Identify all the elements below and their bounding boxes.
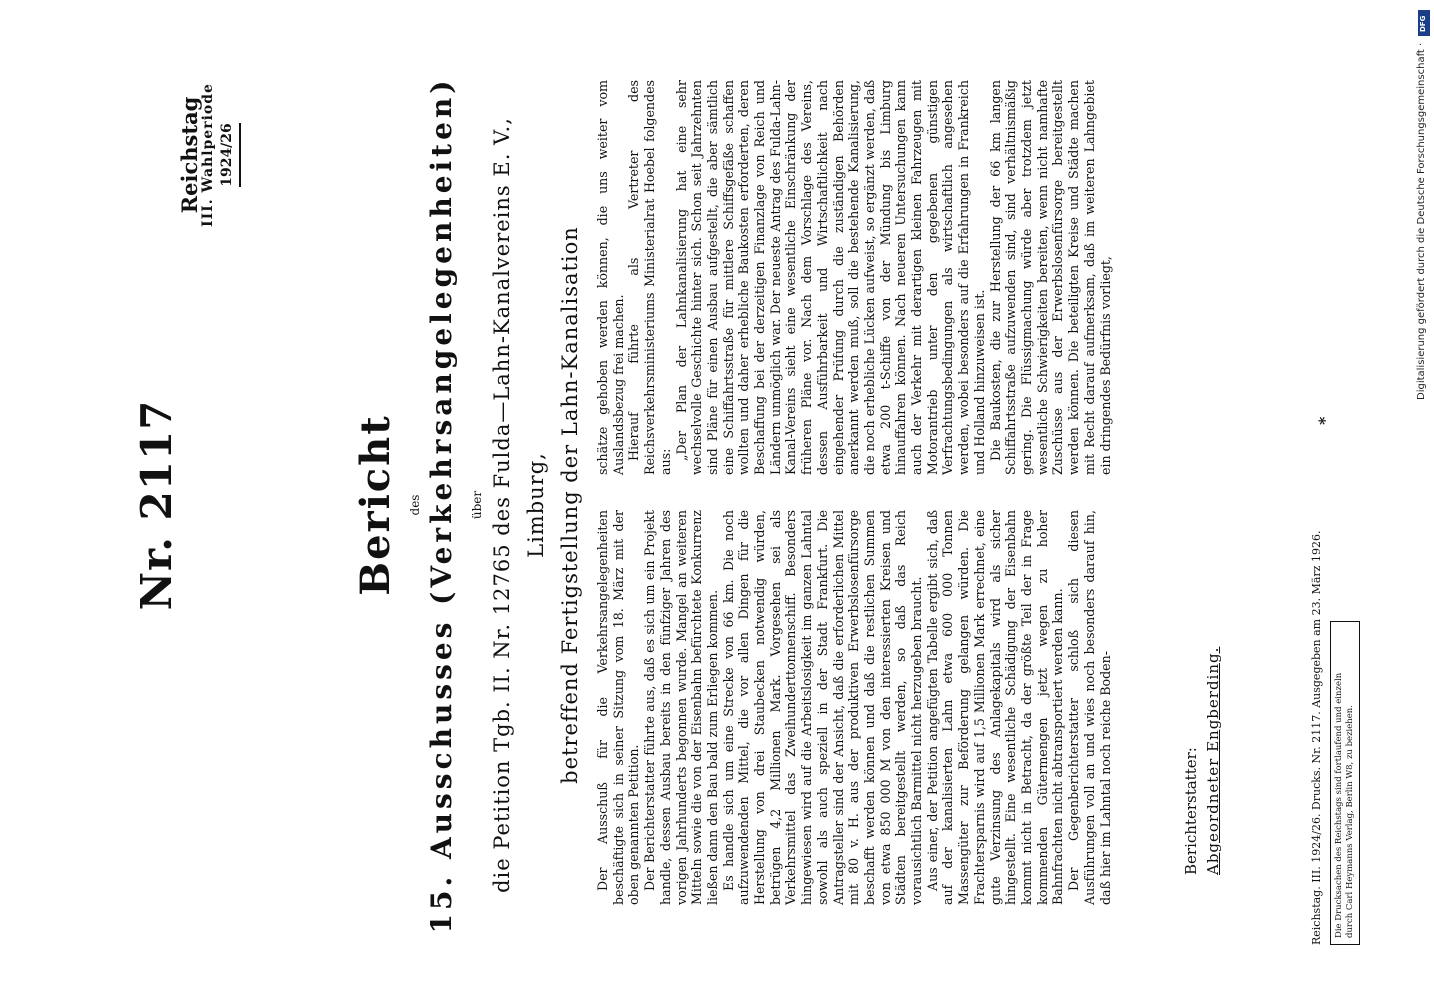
body-column-left xyxy=(595,510,1113,905)
digitization-note xyxy=(1414,10,1432,990)
body-paragraph: schätze gehoben werden können, die uns weiter vom Auslandsbezug frei machen. xyxy=(595,80,626,475)
petition-line-2: betreffend Fertigstellung der Lahn-Kanalisation xyxy=(558,226,582,784)
wahlperiode-label: III. Wahlperiode xyxy=(200,83,216,227)
period-block xyxy=(177,55,241,255)
print-footer-line: Reichstag. III. 1924/26. Drucks. Nr. 2117. Ausgegeben am 23. März 1926. xyxy=(1310,530,1323,945)
document-number: Nr. 2117 xyxy=(132,399,181,611)
reporter-block xyxy=(1180,647,1224,875)
title-des: des xyxy=(408,494,422,516)
digitization-note-text: Digitalisierung gefördert durch die Deutsche Forschungsgemeinschaft · xyxy=(1416,42,1427,400)
petition-line-1: die Petition Tgb. II. Nr. 12765 des Fulda—Lahn-Kanalvereins E. V., Limburg, xyxy=(490,117,548,893)
body-paragraph: Der Ausschuß für die Verkehrsangelegenheiten beschäftigte sich in seiner Sitzung vom 18. März mit der oben genannten Petition. xyxy=(595,510,642,905)
petition-subject xyxy=(485,65,587,945)
body-paragraph: Es handle sich um eine Strecke von 66 km. Die noch aufzuwendenden Mittel, die vor allen Dingen für die Herstellung von drei Staubecken notwendig würden, betrügen 4,2 Millionen Mark. Vorgesehen sei als Verkehrsmittel das Zweihunderttonnenschiff. Besonders hingewiesen wird auf die Arbeitslosigkeit im ganzen Lahntal sowohl als auch speziell in der Stadt Frankfurt. Die Antragsteller sind der Ansicht, daß die erforderlichen Mittel mit 80 v. H. aus der produktiven Erwerbslosenfürsorge beschafft werden können und daß die restlichen Summen von etwa 850 000 M von den interessierten Kreisen und Städten bereitgestellt werden, so daß das Reich vorausichtlich Barmittel nicht herzugeben braucht. xyxy=(720,510,925,905)
body-paragraph: Die Baukosten, die zur Herstellung der 66 km langen Schiffahrtsstraße aufzuwenden sind, sind verhältnismäßig gering. Die Flüssigmachung würde aber trotzdem jetzt wesentliche Schwierigkeiten bereiten, wenn nicht namhafte Zuschüsse aus der Erwerbslosenfürsorge bereitgestellt werden können. Die beteiligten Kreise und Städte machen mit Recht darauf aufmerksam, daß im weiteren Lahngebiet ein dringendes Bedürfnis vorliegt, xyxy=(987,80,1113,475)
title-ueber: über xyxy=(470,490,484,520)
reporter-label: Berichterstatter: xyxy=(1182,747,1200,875)
body-paragraph: Aus einer, der Petition angefügten Tabelle ergibt sich, daß auf der kanalisierten Lahn etwa 600 000 Tonnen Massengüter zur Beförderung gelangen würden. Die Frachtersparnis wird auf 1,5 Millionen Mark errechnet, eine gute Verzinsung des Anlagekapitals wird als sicher hingestellt. Eine wesentliche Schädigung der Eisenbahn kommt nicht in Betracht, da der größte Teil der in Frage kommenden Gütermengen jetzt wegen zu hoher Bahnfrachten nicht abtransportiert werden kann. xyxy=(924,510,1066,905)
committee-title: 15. Ausschusses (Verkehrsangelegenheiten) xyxy=(425,76,458,934)
publisher-notice-box xyxy=(1330,621,1360,945)
body-paragraph: „Der Plan der Lahnkanalisierung hat eine sehr wechselvolle Geschichte hinter sich. Schon seit Jahrzehnten sind Pläne für einen Ausbau aufgestellt, die aber sämtlich eine Schiffahrtsstraße für mittlere Schiffsgefäße schaffen wollten und daher erhebliche Baukosten erforderten, deren Beschaffung bei der derzeitigen Finanzlage von Reich und Ländern unmöglich war. Der neueste Antrag des Fulda-Lahn-Kanal-Vereins sieht eine wesentliche Einschränkung der früheren Pläne vor. Nach dem Vorschlage des Vereins, dessen Ausführbarkeit und Wirtschaftlichkeit nach eingehender Prüfung durch die zuständigen Behörden anerkannt werden muß, soll die bestehende Kanalisierung, die noch erhebliche Lücken aufweist, so ergänzt werden, daß etwa 200 t-Schiffe von der Mündung bis Limburg hinauffahren können. Nach neueren Untersuchungen kann auch der Verkehr mit derartigen kleinen Fahrzeugen mit Motorantrieb unter den gegebenen günstigen Verfrachtungsbedingungen als wirtschaftlich angesehen werden, wobei besonders auf die Erfahrungen in Frankreich und Holland hinzuweisen ist. xyxy=(673,80,987,475)
dfg-logo-text: DFG xyxy=(1419,15,1427,32)
period-years: 1924/26 xyxy=(218,123,241,187)
footer-star: * xyxy=(1315,416,1334,425)
document-page xyxy=(40,25,1434,985)
reporter-name: Abgeordneter Engberding. xyxy=(1204,646,1222,875)
reichstag-heading: Reichstag xyxy=(177,96,202,214)
body-paragraph: Der Gegenberichterstatter schloß sich diesen Ausführungen voll an und wies noch besonders darauf hin, daß hier im Lahntal noch reiche Boden- xyxy=(1066,510,1113,905)
body-column-right xyxy=(595,80,1113,475)
body-paragraph: Der Berichterstatter führte aus, daß es sich um ein Projekt handle, dessen Ausbau bereits in den fünfziger Jahren des vorigen Jahrhunderts begonnen wurde. Mangel an weiteren Mitteln sowie die von der Eisenbahn befürchtete Konkurrenz ließen dann den Bau bald zum Erliegen kommen. xyxy=(642,510,720,905)
body-paragraph: Hierauf führte als Vertreter des Reichsverkehrsministeriums Ministerialrat Hoebel folgendes aus: xyxy=(626,80,673,475)
dfg-logo xyxy=(1418,10,1430,36)
publisher-notice-line-1: Die Drucksachen des Reichstags sind fortlaufend und einzeln xyxy=(1334,672,1344,938)
report-title: Bericht xyxy=(352,414,399,596)
publisher-notice-line-2: durch Carl Heymanns Verlag, Berlin W8, zu beziehen. xyxy=(1345,705,1355,938)
